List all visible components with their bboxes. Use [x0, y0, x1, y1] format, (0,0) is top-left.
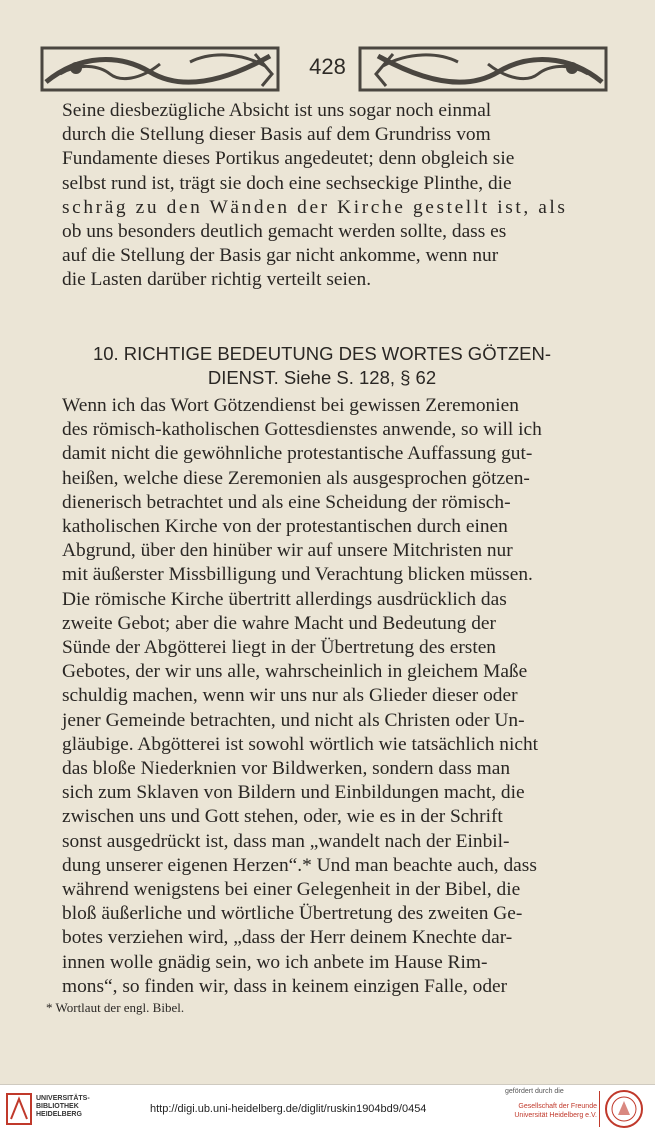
text-line: die Lasten darüber richtig verteilt seien.: [62, 269, 372, 291]
text-line: Wenn ich das Wort Götzendienst bei gewissen Zeremonien: [62, 395, 519, 416]
text-line: Gebotes, der wir uns alle, wahrscheinlich in gleichem Maße: [62, 661, 528, 683]
text-line: schuldig machen, wenn wir uns nur als Glieder dieser oder: [62, 685, 518, 707]
text-line: botes verziehen wird, „dass der Herr deinem Knechte dar-: [62, 927, 513, 949]
text-line: durch die Stellung dieser Basis auf dem Grundriss vom: [62, 124, 491, 146]
footnote: * Wortlaut der engl. Bibel.: [46, 1000, 185, 1015]
library-name-line: HEIDELBERG: [36, 1111, 82, 1118]
supported-by-label: gefördert durch die: [505, 1088, 564, 1095]
paragraph-basis: [46, 99, 598, 293]
text-line: dienerisch betrachtet und als eine Scheidung der römisch-: [62, 491, 511, 513]
library-name-line: UNIVERSITÄTS-: [36, 1095, 90, 1102]
text-line: sonst ausgedrückt ist, dass man „wandelt nach der Einbil-: [62, 830, 510, 852]
text-line: innen wolle gnädig sein, wo ich anbete im Hause Rim-: [62, 951, 488, 973]
text-line: während wenigstens bei einer Gelegenheit in der Bibel, die: [62, 879, 521, 901]
text-line: zweite Gebot; aber die wahre Macht und Bedeutung der: [62, 612, 496, 634]
society-name: [505, 1102, 597, 1120]
text-line: das bloße Niederknien vor Bildwerken, sondern dass man: [62, 758, 511, 780]
text-line: heißen, welche diese Zeremonien als ausgesprochen götzen-: [62, 467, 530, 489]
university-seal-icon: [604, 1089, 644, 1129]
society-name-line: Universität Heidelberg e.V.: [514, 1112, 597, 1119]
text-line: Seine diesbezügliche Absicht ist uns sogar noch einmal: [62, 100, 492, 121]
text-line: des römisch-katholischen Gottesdienstes anwende, so will ich: [62, 419, 542, 441]
divider: [599, 1091, 600, 1127]
section-heading: [46, 342, 598, 390]
text-line: Fundamente dieses Portikus angedeutet; denn obgleich sie: [62, 148, 515, 170]
text-line: selbst rund ist, trägt sie doch eine sechseckige Plinthe, die: [62, 172, 512, 194]
heading-line: DIENST. Siehe S. 128, § 62: [207, 367, 437, 388]
text-line: Die römische Kirche übertritt allerdings ausdrücklich das: [62, 588, 507, 610]
library-name-line: BIBLIOTHEK: [36, 1103, 79, 1110]
text-line: ob uns besonders deutlich gemacht werden sollte, dass es: [62, 221, 507, 243]
text-line: mit äußerster Missbilligung und Verachtung blicken müssen.: [62, 564, 533, 586]
text-line: bloß äußerliche und wörtliche Übertretung des zweiten Ge-: [62, 903, 523, 925]
text-line: sich zum Sklaven von Bildern und Einbildungen macht, die: [62, 782, 525, 804]
viewer-footer: [0, 1084, 655, 1133]
text-line: gläubige. Abgötterei ist sowohl wörtlich wie tatsächlich nicht: [62, 733, 539, 755]
text-line: damit nicht die gewöhnliche protestantische Auffassung gut-: [62, 443, 533, 465]
library-name: [36, 1095, 90, 1119]
text-line: Sünde der Abgötterei liegt in der Übertretung des ersten: [62, 637, 497, 659]
heading-line: 10. RICHTIGE BEDEUTUNG DES WORTES GÖTZEN-: [92, 343, 552, 364]
text-line: zwischen uns und Gott stehen, oder, wie es in der Schrift: [62, 806, 503, 828]
text-line: mons“, so finden wir, dass in keinem einzigen Falle, oder: [62, 975, 508, 997]
right-ornament-icon: [358, 44, 608, 94]
text-line: katholischen Kirche von der protestantischen durch einen: [62, 516, 508, 538]
page-number: 428: [309, 54, 346, 79]
text-line: auf die Stellung der Basis gar nicht ankomme, wenn nur: [62, 245, 499, 267]
text-line: schräg zu den Wänden der Kirche gestellt ist, als: [62, 196, 568, 218]
society-name-line: Gesellschaft der Freunde: [518, 1103, 597, 1110]
text-line: dung unserer eigenen Herzen“.* Und man beachte auch, dass: [62, 854, 537, 876]
text-line: Abgrund, über den hinüber wir auf unsere Mitchristen nur: [62, 540, 513, 562]
permalink[interactable]: http://digi.ub.uni-heidelberg.de/diglit/ruskin1904bd9/0454: [150, 1103, 427, 1115]
library-logo-icon: [6, 1093, 32, 1125]
text-line: jener Gemeinde betrachten, und nicht als Christen oder Un-: [62, 709, 525, 731]
paragraph-idolatry: [46, 394, 598, 999]
page-header: [40, 40, 615, 96]
